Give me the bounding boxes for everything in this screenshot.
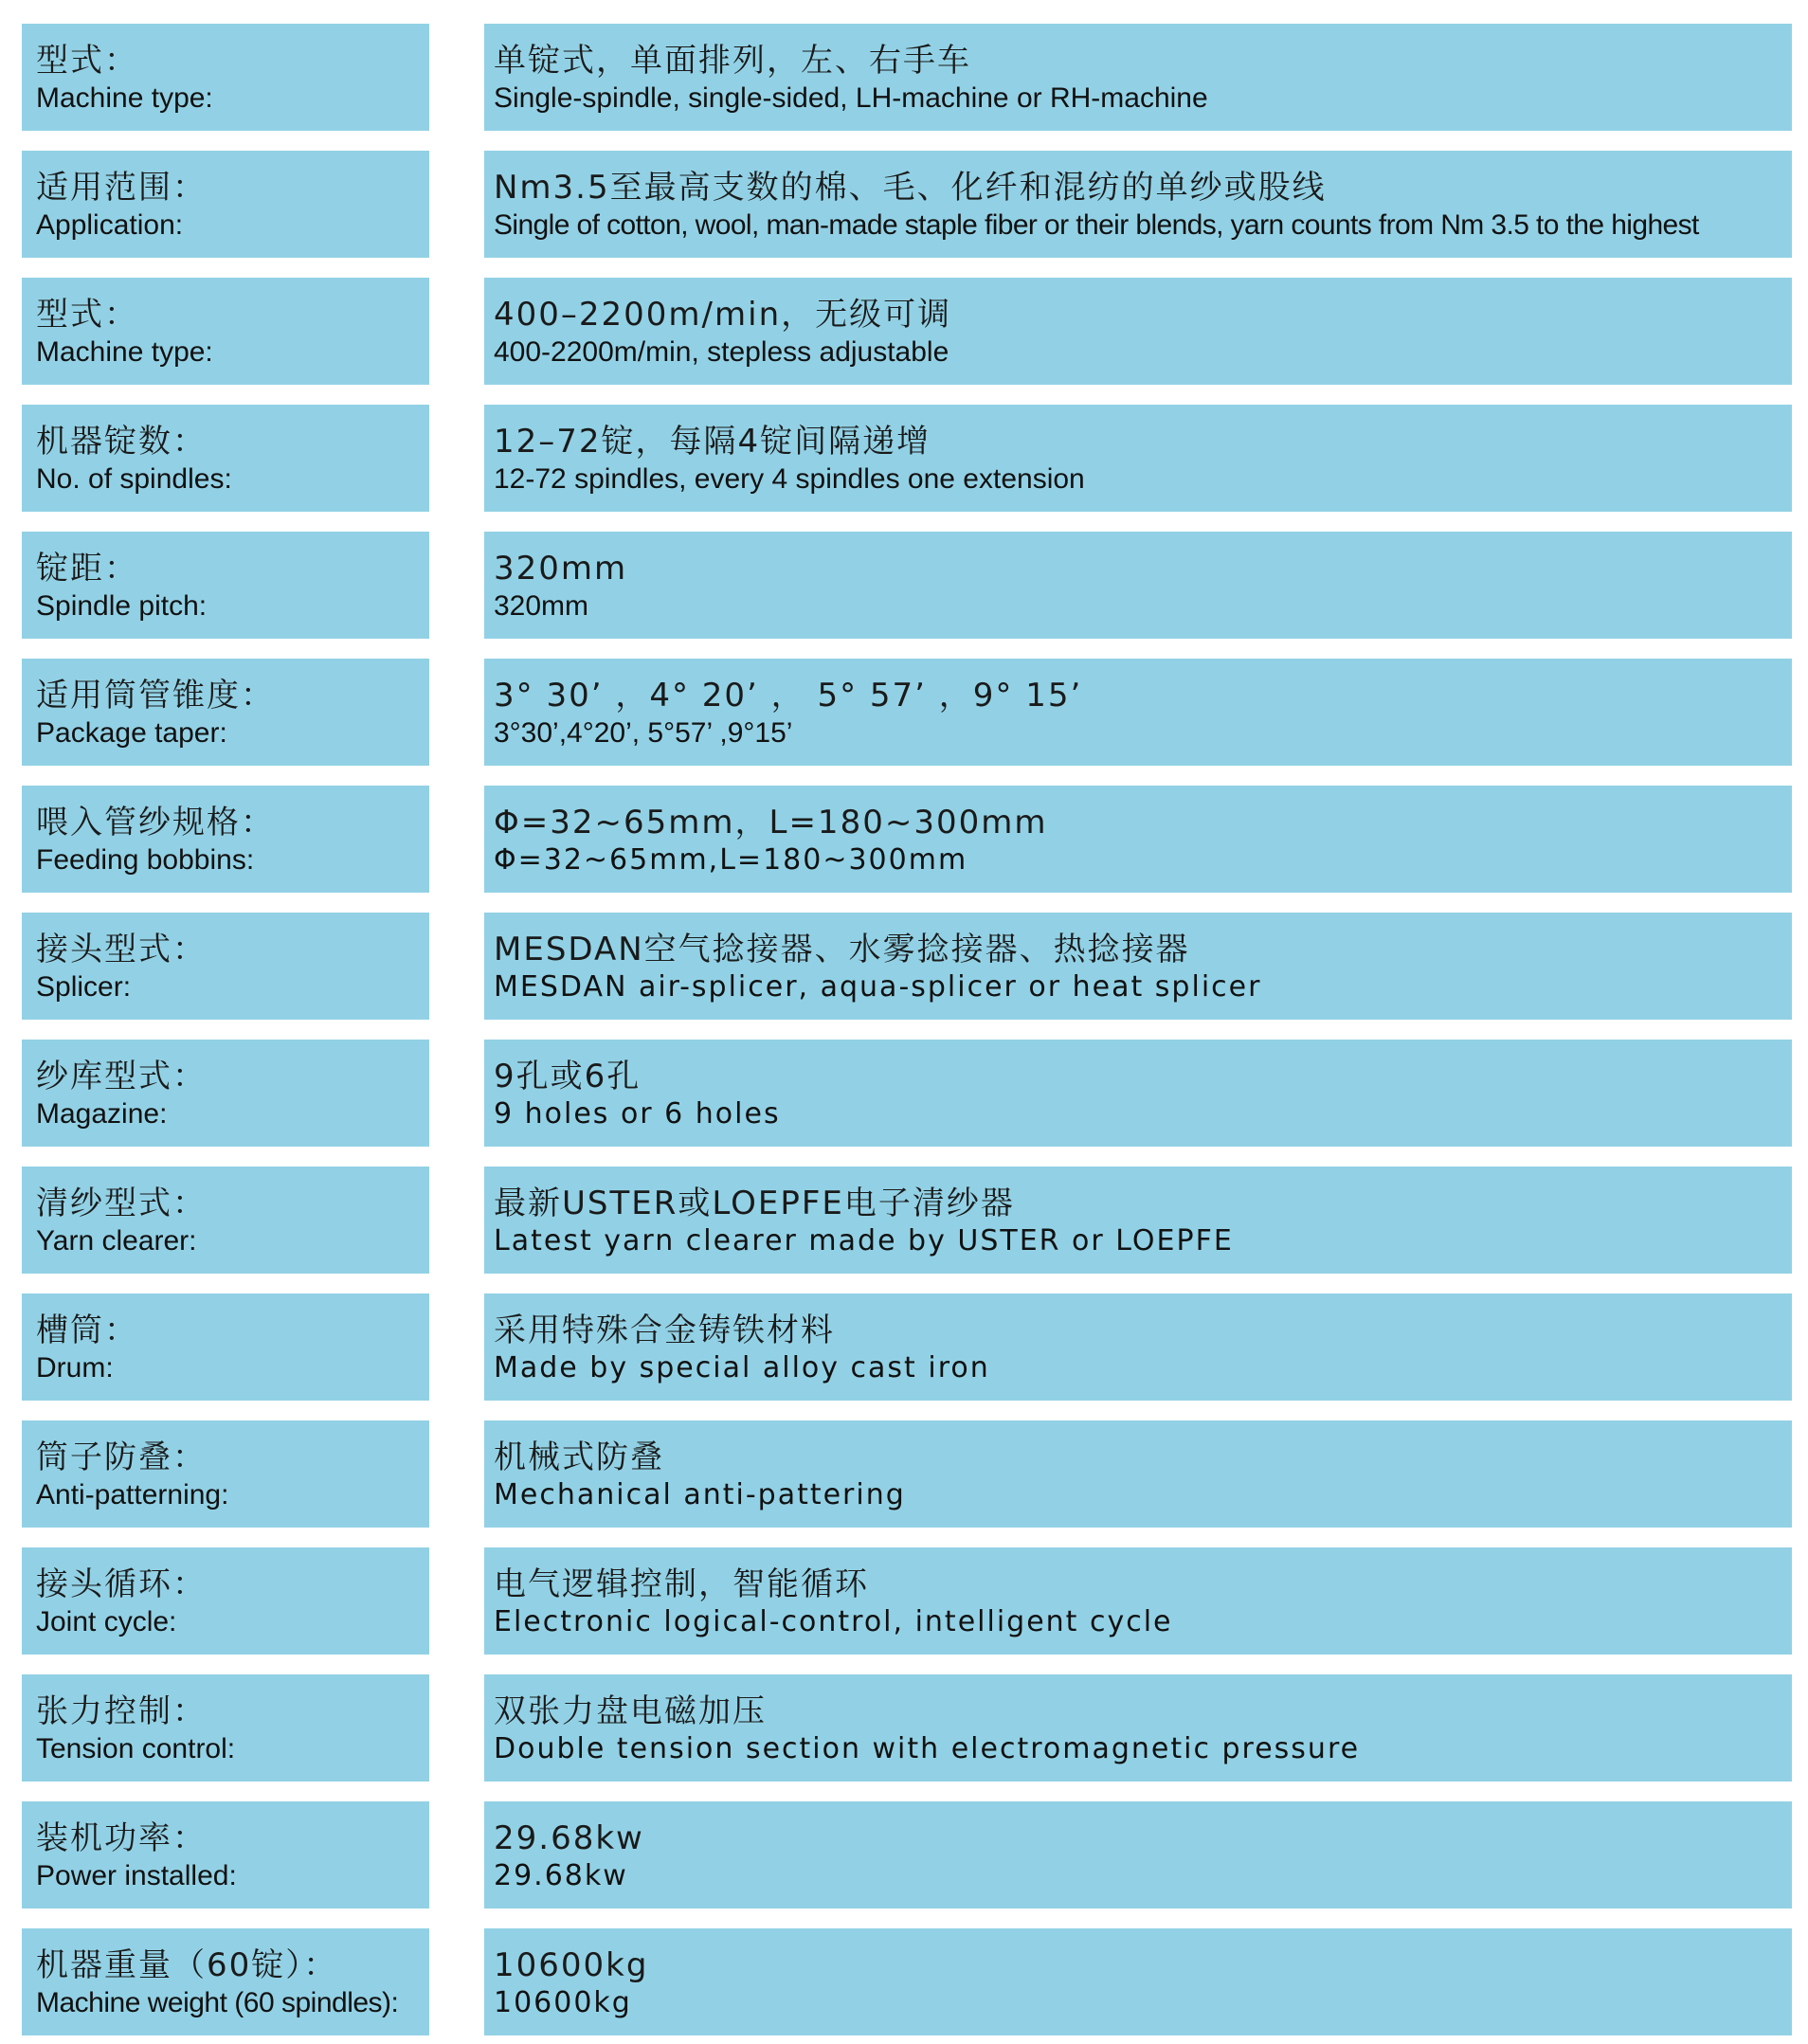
spec-label-en: Machine type: [36,81,213,114]
spec-value-cell [484,913,1792,1020]
spec-label-cell [22,1420,429,1528]
spec-row-machine-weight [0,1928,1808,2035]
spec-value-zh: 320mm [494,549,628,588]
spec-label-en: Machine type: [36,335,213,368]
spec-label-en: Application: [36,208,184,241]
spec-value-cell [484,1801,1792,1908]
spec-label-en: Machine weight (60 spindles): [36,1986,399,2018]
spec-value-en: Single-spindle, single-sided, LH-machine or RH-machine [494,81,1208,114]
spec-label-cell [22,1674,429,1782]
spec-label-cell [22,1547,429,1655]
spec-label-cell [22,24,429,131]
spec-value-zh: 电气逻辑控制，智能循环 [494,1565,869,1603]
spec-row-application [0,151,1808,258]
spec-value-zh: 机械式防叠 [494,1438,664,1476]
spec-value-zh: 采用特殊合金铸铁材料 [494,1311,835,1349]
spec-label-cell [22,1928,429,2035]
spec-row-joint-cycle [0,1547,1808,1655]
spec-label-cell [22,532,429,639]
spec-row-spindle-pitch [0,532,1808,639]
spec-value-en: 9 holes or 6 holes [494,1096,781,1131]
spec-value-zh: 单锭式，单面排列，左、右手车 [494,41,971,80]
spec-label-cell [22,278,429,385]
spec-value-zh: 最新USTER或LOEPFE电子清纱器 [494,1184,1015,1222]
spec-label-cell [22,1167,429,1274]
spec-value-zh: Φ=32~65mm，L=180~300mm [494,803,1048,841]
spec-value-zh: MESDAN空气捻接器、水雾捻接器、热捻接器 [494,930,1190,968]
spec-value-en: 320mm [494,589,589,622]
spec-value-cell [484,278,1792,385]
spec-label-zh: 张力控制： [36,1691,207,1730]
spec-row-magazine [0,1040,1808,1147]
spec-value-cell [484,1674,1792,1782]
spec-label-en: Joint cycle: [36,1605,177,1637]
spec-row-power-installed [0,1801,1808,1908]
spec-label-en: No. of spindles: [36,462,232,495]
spec-row-feeding-bobbins [0,786,1808,893]
spec-label-en: Anti-patterning: [36,1478,229,1510]
spec-value-zh: Nm3.5至最高支数的棉、毛、化纤和混纺的单纱或股线 [494,168,1327,207]
spec-value-zh: 12–72锭，每隔4锭间隔递增 [494,422,931,461]
spec-value-cell [484,1420,1792,1528]
spec-label-cell [22,1040,429,1147]
spec-label-zh: 机器锭数： [36,422,207,461]
spec-value-en: Latest yarn clearer made by USTER or LOEPFE [494,1223,1234,1257]
spec-label-zh: 锭距： [36,549,138,588]
spec-row-yarn-clearer [0,1167,1808,1274]
spec-value-en: Mechanical anti-pattering [494,1477,906,1511]
spec-label-cell [22,659,429,766]
spec-value-cell [484,1040,1792,1147]
spec-label-cell [22,1293,429,1401]
spec-label-zh: 槽筒： [36,1311,138,1349]
spec-label-en: Splicer: [36,970,132,1003]
spec-value-en: Electronic logical-control, intelligent cycle [494,1604,1173,1638]
spec-row-machine-type [0,24,1808,131]
spec-value-zh: 9孔或6孔 [494,1057,642,1095]
spec-value-en: Made by special alloy cast iron [494,1350,990,1384]
spec-label-en: Power installed: [36,1859,237,1891]
spec-label-zh: 清纱型式： [36,1184,207,1222]
spec-value-en: 3°30’,4°20’, 5°57’ ,9°15’ [494,716,793,749]
spec-label-cell [22,405,429,512]
spec-value-cell [484,532,1792,639]
spec-value-en: 10600kg [494,1985,632,2019]
spec-value-en: Φ=32~65mm,L=180~300mm [494,842,968,877]
spec-value-cell [484,786,1792,893]
spec-row-package-taper [0,659,1808,766]
spec-label-en: Feeding bobbins: [36,843,255,876]
spec-value-cell [484,659,1792,766]
spec-label-en: Magazine: [36,1097,168,1130]
spec-label-en: Tension control: [36,1732,236,1764]
spec-label-zh: 型式： [36,295,138,334]
spec-label-zh: 适用范围： [36,168,207,207]
spec-label-cell [22,786,429,893]
spec-label-zh: 型式： [36,41,138,80]
spec-label-zh: 接头循环： [36,1565,207,1603]
spec-value-en: 400-2200m/min, stepless adjustable [494,335,949,368]
spec-label-en: Package taper: [36,716,227,749]
spec-value-cell [484,405,1792,512]
spec-label-zh: 接头型式： [36,930,207,968]
spec-row-anti-patterning [0,1420,1808,1528]
spec-label-zh: 纱库型式： [36,1057,207,1095]
spec-value-zh: 双张力盘电磁加压 [494,1691,767,1730]
spec-value-cell [484,24,1792,131]
spec-value-cell [484,1293,1792,1401]
spec-value-en: Single of cotton, wool, man-made staple fiber or their blends, yarn counts from Nm 3.5 to the highest [494,208,1699,241]
spec-row-splicer [0,913,1808,1020]
spec-value-en: MESDAN air-splicer, aqua-splicer or heat splicer [494,969,1262,1004]
spec-value-zh: 3° 30’ ，4° 20’ ， 5° 57’ ，9° 15’ [494,676,1083,714]
spec-value-zh: 400–2200m/min，无级可调 [494,295,952,334]
spec-label-zh: 适用筒管锥度： [36,676,275,714]
spec-label-cell [22,151,429,258]
spec-row-speed [0,278,1808,385]
spec-label-zh: 筒子防叠： [36,1438,207,1476]
spec-label-zh: 机器重量（60锭）： [36,1945,338,1984]
spec-value-cell [484,1547,1792,1655]
spec-value-cell [484,1928,1792,2035]
spec-label-zh: 喂入管纱规格： [36,803,275,841]
spec-label-zh: 装机功率： [36,1818,207,1857]
spec-value-cell [484,1167,1792,1274]
spec-row-spindles [0,405,1808,512]
spec-value-en: Double tension section with electromagnetic pressure [494,1731,1361,1765]
spec-label-en: Spindle pitch: [36,589,208,622]
spec-label-cell [22,913,429,1020]
spec-value-cell [484,151,1792,258]
spec-label-en: Yarn clearer: [36,1224,197,1257]
spec-row-drum [0,1293,1808,1401]
spec-value-en: 29.68kw [494,1858,628,1892]
spec-value-zh: 10600kg [494,1945,649,1984]
spec-label-en: Drum: [36,1351,114,1384]
spec-row-tension-control [0,1674,1808,1782]
spec-value-en: 12-72 spindles, every 4 spindles one extension [494,462,1085,495]
spec-label-cell [22,1801,429,1908]
spec-value-zh: 29.68kw [494,1818,644,1857]
